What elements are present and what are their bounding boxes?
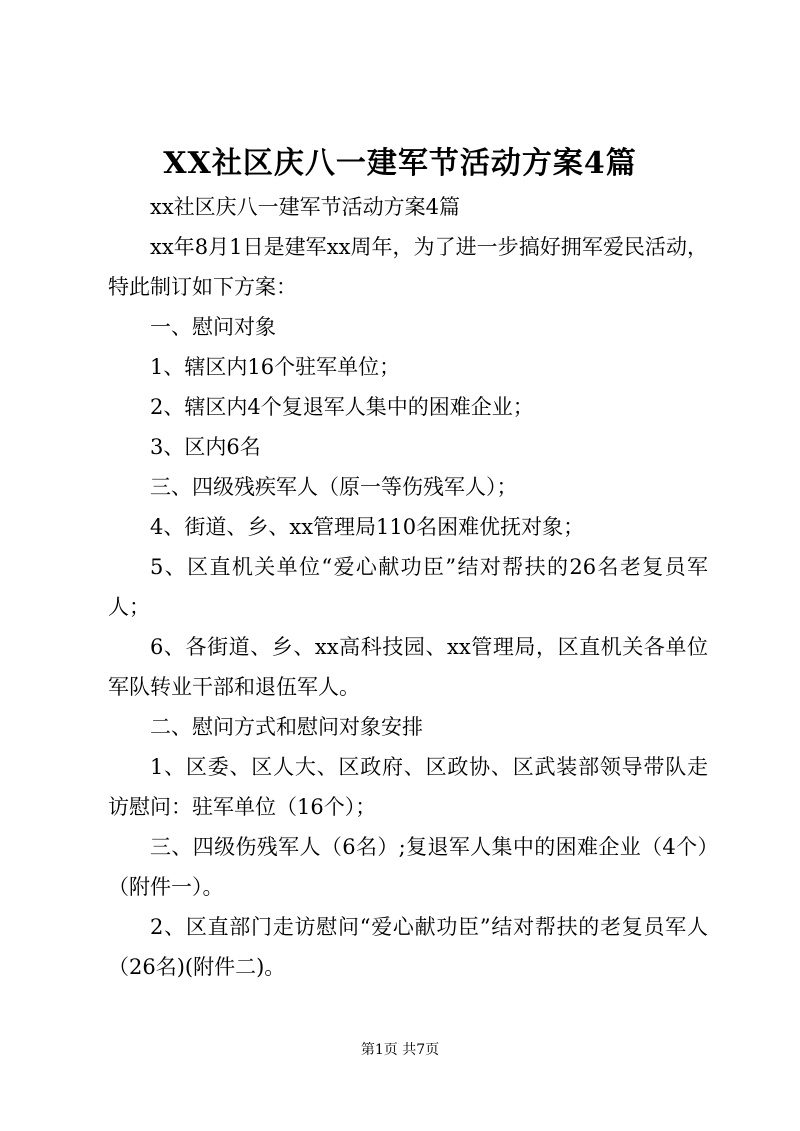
paragraph: 4、街道、乡、xx管理局110名困难优抚对象； — [150, 515, 585, 539]
paragraph: 3、区内6名 — [150, 435, 261, 459]
paragraph: 1、区委、区人大、区政府、区政协、区武装部领导带队走访慰问：驻军单位（16个）； — [108, 755, 708, 819]
paragraph: 2、区直部门走访慰问“爱心献功臣”结对帮扶的老复员军人（26名)(附件二)。 — [108, 915, 708, 979]
paragraph: 1、辖区内16个驻军单位； — [150, 355, 401, 379]
document-title: XX社区庆八一建军节活动方案4篇 — [163, 146, 637, 181]
paragraph: 三、四级残疾军人（原一等伤残军人）； — [150, 475, 518, 499]
paragraph: 一、慰问对象 — [150, 315, 276, 339]
paragraph: 三、四级伤残军人（6名）;复退军人集中的困难企业（4个）（附件一）。 — [108, 835, 708, 899]
paragraph: 2、辖区内4个复退军人集中的困难企业； — [150, 395, 534, 419]
paragraph: 二、慰问方式和慰问对象安排 — [150, 715, 423, 739]
page-footer: 第1页 共7页 — [360, 1042, 440, 1058]
paragraph: 5、区直机关单位“爱心献功臣”结对帮扶的26名老复员军人； — [108, 555, 708, 619]
paragraph: xx社区庆八一建军节活动方案4篇 — [150, 195, 461, 219]
document-body — [108, 187, 708, 987]
paragraph: 6、各街道、乡、xx高科技园、xx管理局，区直机关各单位军队转业干部和退伍军人。 — [108, 635, 708, 699]
paragraph: xx年8月1日是建军xx周年，为了进一步搞好拥军爱民活动，特此制订如下方案： — [108, 235, 708, 299]
